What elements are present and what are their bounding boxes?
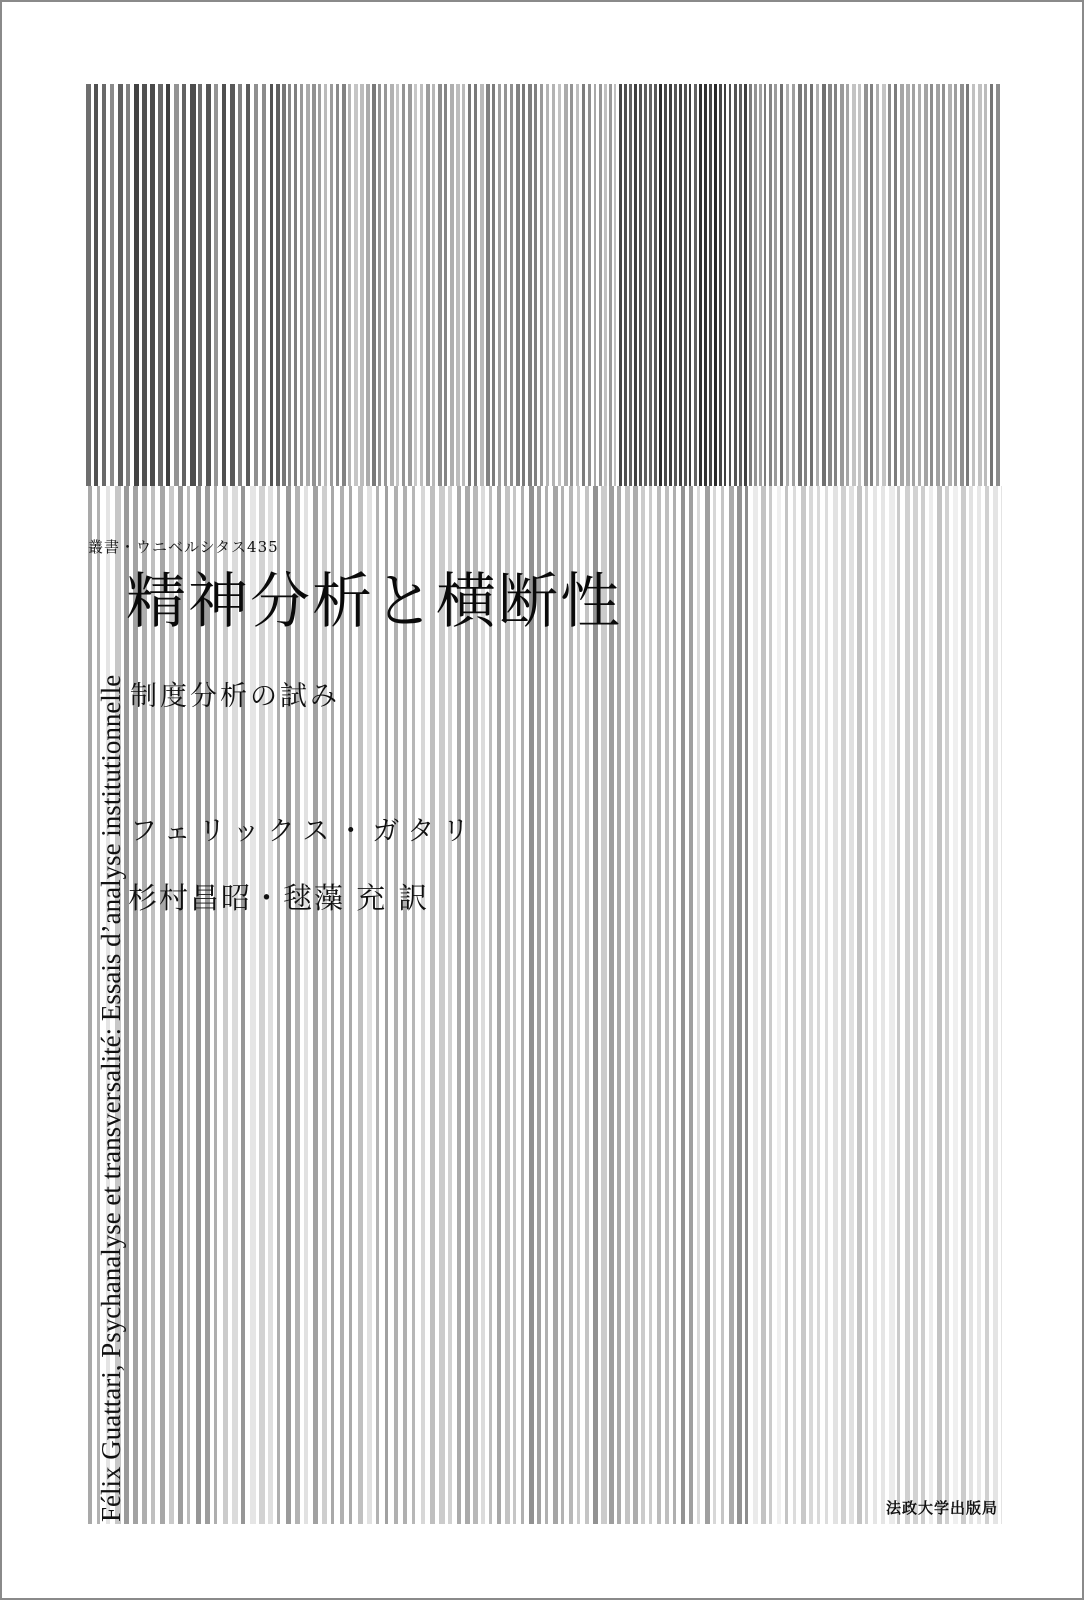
stripe-top (330, 84, 333, 486)
stripe-top (486, 84, 490, 486)
stripe-bottom (713, 486, 716, 1524)
stripe-top (246, 84, 250, 486)
stripe-top (604, 84, 607, 486)
stripe-top (936, 84, 940, 486)
stripe-top (546, 84, 549, 486)
stripe-top (372, 84, 376, 486)
stripe-bottom (945, 486, 949, 1524)
stripe-bottom (497, 486, 501, 1524)
stripe-top (828, 84, 832, 486)
stripe-bottom (142, 486, 147, 1524)
stripe-top (294, 84, 297, 486)
stripe-bottom (793, 486, 796, 1524)
stripe-bottom (481, 486, 485, 1524)
stripe-top (498, 84, 501, 486)
stripe-top (729, 84, 731, 486)
stripe-top (870, 84, 873, 486)
stripe-bottom (304, 486, 308, 1524)
stripe-top (834, 84, 837, 486)
stripe-top (719, 84, 722, 486)
stripe-top (739, 84, 742, 486)
stripe-bottom (809, 486, 813, 1524)
stripe-bottom (412, 486, 415, 1524)
stripe-top (804, 84, 807, 486)
stripe-bottom (825, 486, 828, 1524)
stripe-top (734, 84, 737, 486)
stripe-bottom (617, 486, 621, 1524)
stripe-top (366, 84, 370, 486)
stripe-bottom (286, 486, 291, 1524)
stripe-top (396, 84, 399, 486)
stripe-top (664, 84, 667, 486)
book-title: 精神分析と横断性 (126, 567, 622, 637)
stripe-bottom (601, 486, 607, 1524)
stripe-bottom (421, 486, 425, 1524)
stripe-bottom (817, 486, 820, 1524)
stripe-bottom (322, 486, 327, 1524)
stripe-top (754, 84, 757, 486)
stripe-top (609, 84, 612, 486)
stripe-top (360, 84, 364, 486)
stripe-top (912, 84, 915, 486)
stripe-top (318, 84, 321, 486)
stripe-top (150, 84, 155, 486)
stripe-top (709, 84, 712, 486)
stripe-top (594, 84, 596, 486)
stripe-top (639, 84, 642, 486)
stripe-bottom (295, 486, 300, 1524)
stripe-bottom (569, 486, 573, 1524)
stripe-top (810, 84, 813, 486)
stripe-top (324, 84, 327, 486)
stripe-bottom (277, 486, 280, 1524)
stripe-top (894, 84, 897, 486)
book-subtitle: 制度分析の試み (130, 681, 340, 712)
stripe-top (634, 84, 637, 486)
stripe-top (528, 84, 532, 486)
stripe-bottom (833, 486, 838, 1524)
stripe-bottom (761, 486, 766, 1524)
stripe-bottom (737, 486, 742, 1524)
stripe-top (222, 84, 226, 486)
stripe-top (390, 84, 394, 486)
stripe-bottom (505, 486, 510, 1524)
stripe-bottom (232, 486, 238, 1524)
stripe-bottom (777, 486, 781, 1524)
stripe-top (384, 84, 387, 486)
stripe-top (654, 84, 657, 486)
series-label: 叢書・ウニベルシタス435 (88, 538, 279, 556)
stripe-bottom (865, 486, 868, 1524)
stripe-top (714, 84, 717, 486)
stripe-top (582, 84, 585, 486)
stripe-top (972, 84, 975, 486)
stripe-top (492, 84, 495, 486)
stripe-top (792, 84, 795, 486)
stripe-top (822, 84, 826, 486)
stripe-bottom (849, 486, 854, 1524)
stripe-top (86, 84, 91, 486)
stripe-top (306, 84, 310, 486)
stripe-top (954, 84, 957, 486)
stripe-top (846, 84, 849, 486)
stripe-top (420, 84, 423, 486)
stripe-top (206, 84, 211, 486)
stripe-top (402, 84, 405, 486)
stripe-bottom (969, 486, 973, 1524)
stripe-top (930, 84, 933, 486)
stripe-top (570, 84, 573, 486)
stripe-bottom (545, 486, 548, 1524)
stripe-top (769, 84, 772, 486)
stripe-top (918, 84, 921, 486)
stripe-bottom (689, 486, 693, 1524)
stripe-top (694, 84, 697, 486)
stripe-top (426, 84, 430, 486)
stripe-top (516, 84, 520, 486)
stripe-top (414, 84, 417, 486)
stripe-top (900, 84, 904, 486)
translators: 杉村昌昭・毬藻 充 訳 (128, 881, 430, 915)
stripe-top (142, 84, 147, 486)
stripe-bottom (403, 486, 407, 1524)
stripe-top (840, 84, 844, 486)
stripe-bottom (985, 486, 989, 1524)
stripe-bottom (913, 486, 918, 1524)
stripe-top (876, 84, 879, 486)
stripe-top (780, 84, 783, 486)
stripe-top (659, 84, 662, 486)
stripe-top (684, 84, 687, 486)
stripe-top (576, 84, 579, 486)
stripe-bottom (473, 486, 478, 1524)
stripe-top (262, 84, 266, 486)
stripe-bottom (331, 486, 334, 1524)
stripe-top (450, 84, 454, 486)
stripe-top (816, 84, 819, 486)
stripe-bottom (513, 486, 516, 1524)
stripe-bottom (681, 486, 685, 1524)
stripe-top (408, 84, 412, 486)
stripe-top (118, 84, 123, 486)
stripe-bottom (205, 486, 210, 1524)
stripe-bottom (250, 486, 256, 1524)
stripe-top (438, 84, 442, 486)
stripe-top (134, 84, 139, 486)
stripe-top (774, 84, 777, 486)
stripe-top (190, 84, 196, 486)
stripe-bottom (593, 486, 598, 1524)
stripe-bottom (857, 486, 862, 1524)
stripe-top (669, 84, 672, 486)
stripe-top (924, 84, 928, 486)
stripe-bottom (457, 486, 461, 1524)
stripe-bottom (367, 486, 372, 1524)
stripe-top (644, 84, 647, 486)
stripe-top (182, 84, 186, 486)
stripe-bottom (88, 486, 92, 1524)
stripe-top (689, 84, 691, 486)
stripe-top (649, 84, 652, 486)
stripe-top (432, 84, 435, 486)
stripe-bottom (729, 486, 734, 1524)
stripe-top (540, 84, 543, 486)
stripe-bottom (268, 486, 273, 1524)
stripe-bottom (625, 486, 630, 1524)
original-title: Félix Guattari, Psychanalyse et transversalité: Essais d’analyse institutionnelle (96, 674, 126, 1522)
stripe-top (629, 84, 632, 486)
stripe-bottom (769, 486, 772, 1524)
stripe-top (624, 84, 627, 486)
stripe-top (679, 84, 682, 486)
stripe-bottom (394, 486, 398, 1524)
stripe-top (552, 84, 555, 486)
stripe-bottom (905, 486, 910, 1524)
stripe-top (378, 84, 381, 486)
stripe-top (764, 84, 766, 486)
stripe-top (166, 84, 170, 486)
stripe-top (462, 84, 465, 486)
stripe-bottom (529, 486, 534, 1524)
stripe-top (254, 84, 258, 486)
stripe-bottom (521, 486, 524, 1524)
stripe-top (906, 84, 910, 486)
stripe-bottom (921, 486, 925, 1524)
stripe-bottom (753, 486, 758, 1524)
stripe-bottom (133, 486, 138, 1524)
stripe-top (102, 84, 106, 486)
stripe-top (174, 84, 179, 486)
stripe-bottom (489, 486, 492, 1524)
stripe-top (744, 84, 747, 486)
stripe-top (198, 84, 202, 486)
stripe-bottom (993, 486, 998, 1524)
stripe-top (468, 84, 471, 486)
stripe-bottom (561, 486, 564, 1524)
stripe-bottom (465, 486, 470, 1524)
stripe-bottom (178, 486, 183, 1524)
stripe-top (996, 84, 1000, 486)
stripe-top (558, 84, 561, 486)
stripe-bottom (585, 486, 589, 1524)
stripe-bottom (953, 486, 958, 1524)
stripe-bottom (721, 486, 724, 1524)
stripe-top (960, 84, 964, 486)
stripe-bottom (313, 486, 318, 1524)
stripe-bottom (745, 486, 748, 1524)
stripe-bottom (657, 486, 661, 1524)
stripe-bottom (609, 486, 614, 1524)
stripe-top (759, 84, 762, 486)
stripe-pattern-graphic (86, 84, 1002, 1524)
stripe-top (522, 84, 525, 486)
stripe-bottom (214, 486, 217, 1524)
stripe-top (354, 84, 358, 486)
stripe-top (510, 84, 513, 486)
stripe-top (619, 84, 622, 486)
stripe-top (480, 84, 484, 486)
stripe-bottom (430, 486, 435, 1524)
stripe-top (288, 84, 291, 486)
stripe-top (564, 84, 568, 486)
stripe-bottom (961, 486, 966, 1524)
stripe-top (534, 84, 537, 486)
stripe-top (94, 84, 98, 486)
stripe-bottom (665, 486, 669, 1524)
stripe-top (864, 84, 868, 486)
stripe-top (990, 84, 993, 486)
stripe-bottom (881, 486, 885, 1524)
stripe-bottom (841, 486, 846, 1524)
stripe-bottom (349, 486, 352, 1524)
stripe-bottom (241, 486, 245, 1524)
stripe-top (158, 84, 163, 486)
stripe-top (276, 84, 280, 486)
stripe-top (214, 84, 218, 486)
stripe-bottom (340, 486, 344, 1524)
stripe-top (110, 84, 114, 486)
stripe-top (504, 84, 507, 486)
stripe-bottom (151, 486, 155, 1524)
stripe-top (348, 84, 351, 486)
stripe-top (312, 84, 316, 486)
stripe-top (942, 84, 945, 486)
stripe-bottom (376, 486, 379, 1524)
stripe-bottom (889, 486, 895, 1524)
stripe-bottom (633, 486, 638, 1524)
stripe-top (699, 84, 702, 486)
stripe-top (474, 84, 477, 486)
stripe-bottom (448, 486, 452, 1524)
stripe-bottom (705, 486, 710, 1524)
stripe-top (798, 84, 802, 486)
stripe-bottom (929, 486, 933, 1524)
stripe-bottom (553, 486, 558, 1524)
stripe-top (749, 84, 752, 486)
stripe-top (786, 84, 789, 486)
stripe-top (614, 84, 616, 486)
stripe-top (444, 84, 447, 486)
stripe-bottom (187, 486, 190, 1524)
stripe-pattern (86, 84, 1002, 1524)
stripe-top (704, 84, 707, 486)
stripe-top (858, 84, 861, 486)
stripe-bottom (1001, 486, 1002, 1524)
stripe-top (599, 84, 602, 486)
stripe-top (978, 84, 982, 486)
stripe-bottom (537, 486, 541, 1524)
stripe-bottom (937, 486, 942, 1524)
stripe-top (456, 84, 460, 486)
stripe-bottom (785, 486, 788, 1524)
stripe-bottom (977, 486, 981, 1524)
stripe-bottom (385, 486, 388, 1524)
stripe-top (282, 84, 286, 486)
stripe-top (852, 84, 856, 486)
stripe-bottom (873, 486, 877, 1524)
stripe-top (888, 84, 891, 486)
stripe-bottom (897, 486, 900, 1524)
stripe-top (984, 84, 987, 486)
stripe-top (270, 84, 273, 486)
stripe-top (882, 84, 886, 486)
stripe-bottom (801, 486, 806, 1524)
stripe-bottom (358, 486, 363, 1524)
stripe-top (588, 84, 591, 486)
stripe-top (230, 84, 235, 486)
stripe-bottom (649, 486, 652, 1524)
stripe-top (336, 84, 339, 486)
stripe-bottom (223, 486, 228, 1524)
stripe-top (966, 84, 969, 486)
stripe-top (674, 84, 677, 486)
stripe-bottom (259, 486, 265, 1524)
author-name: フェリックス・ガタリ (130, 816, 478, 847)
publisher-name: 法政大学出版局 (885, 1499, 998, 1517)
stripe-top (724, 84, 726, 486)
stripe-bottom (641, 486, 645, 1524)
stripe-top (948, 84, 952, 486)
stripe-bottom (577, 486, 580, 1524)
stripe-bottom (196, 486, 201, 1524)
stripe-bottom (160, 486, 165, 1524)
stripe-bottom (439, 486, 445, 1524)
stripe-bottom (673, 486, 676, 1524)
stripe-top (126, 84, 130, 486)
stripe-top (342, 84, 346, 486)
stripe-top (238, 84, 242, 486)
stripe-bottom (169, 486, 174, 1524)
stripe-top (300, 84, 303, 486)
stripe-bottom (697, 486, 700, 1524)
